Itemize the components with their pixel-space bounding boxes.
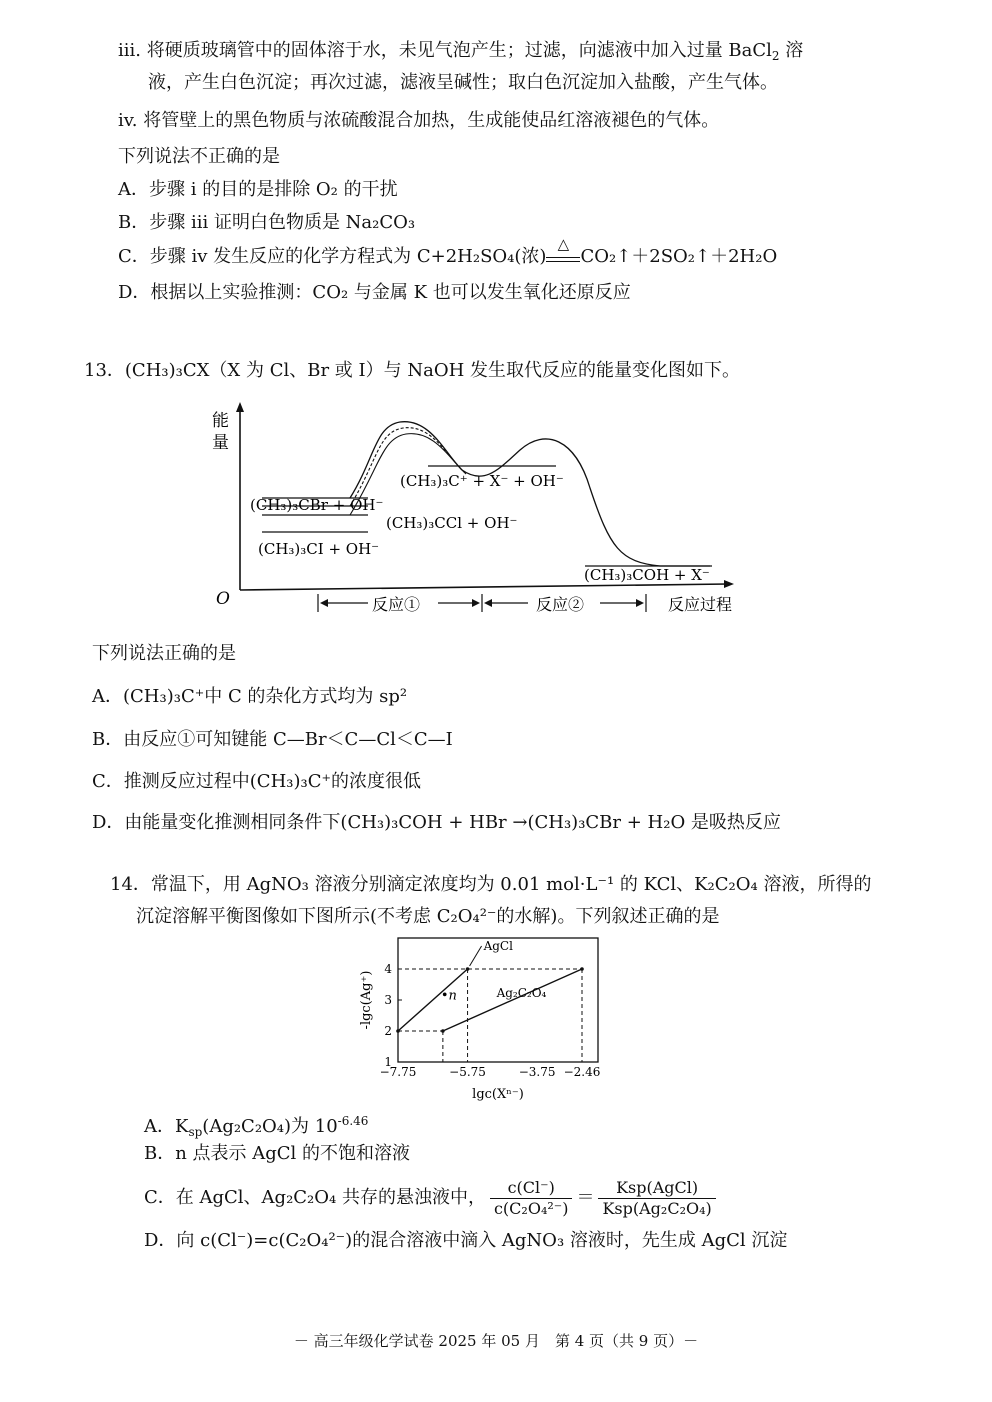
ksp-series-label-agcl: AgCl: [483, 939, 513, 953]
energy-x-arrow: [724, 580, 734, 588]
q14-option-a: A．$K_{sp}(Ag_2C_2O_4)$为 $10^{-6.46}$: [144, 1114, 369, 1139]
q12-step3-line1: iii. 将硬质玻璃管中的固体溶于水，未见气泡产生；过滤，向滤液中加入过量 BaCl$_2$ 溶: [118, 40, 804, 63]
energy-y-label-1: 能: [212, 411, 229, 431]
heat-symbol: △: [557, 235, 570, 253]
q14-option-b: B．n 点表示 AgCl 的不饱和溶液: [144, 1143, 411, 1164]
label-intermediate: (CH₃)₃C⁺ + X⁻ + OH⁻: [400, 472, 564, 490]
energy-y-arrow: [236, 402, 244, 412]
q14-option-c: C．在 AgCl、Ag₂C₂O₄ 共存的悬浊液中， $\frac{c(Cl^-)}{\text{c(C₂O₄²⁻)}}$ ＝ $\frac{\text{Ksp(AgCl)}}{\text{Ksp(Ag₂C₂O₄)}}$: [144, 1176, 720, 1220]
ksp-series-line: [440, 969, 582, 1031]
q13-stem: 13．(CH₃)₃CX（X 为 Cl、Br 或 I）与 NaOH 发生取代反应的能量变化图如下。: [84, 360, 740, 381]
q14-stem-line1: 14．常温下，用 AgNO₃ 溶液分别滴定浓度均为 0.01 mol·L⁻¹ 的 KCl、K₂C₂O₄ 溶液，所得的: [110, 874, 872, 895]
ksp-label-leader: [470, 946, 482, 966]
ksp-y-tick-label: 3: [384, 993, 392, 1007]
ksp-series-point: [580, 967, 584, 971]
ksp-x-tick-label: −2.46: [563, 1065, 601, 1079]
label-step2: 反应②: [536, 595, 585, 614]
label-reaction-progress: 反应过程: [668, 595, 733, 614]
ksp-y-label: -lgc(Ag⁺): [359, 970, 374, 1030]
q14-stem-line2: 沉淀溶解平衡图像如下图所示(不考虑 C₂O₄²⁻的水解)。下列叙述正确的是: [136, 906, 720, 927]
q14-option-d: D．向 c(Cl⁻)=c(C₂O₄²⁻)的混合溶液中滴入 AgNO₃ 溶液时，先生成 AgCl 沉淀: [144, 1230, 788, 1251]
q12-step3-line2: 液，产生白色沉淀；再次过滤，滤液呈碱性；取白色沉淀加入盐酸，产生气体。: [148, 72, 778, 93]
ksp-series-label-ag2c2o4: Ag₂C₂O₄: [496, 985, 547, 1000]
ksp-x-label: lgc(Xⁿ⁻): [472, 1087, 524, 1102]
ksp-x-tick-label: −5.75: [449, 1065, 486, 1079]
q13-option-b: B．由反应①可知键能 C—Br＜C—Cl＜C—I: [92, 729, 453, 750]
page-footer: － 高三年级化学试卷 2025 年 05 月 第 4 页（共 9 页）－: [293, 1332, 699, 1350]
fraction-concentration: $\frac{c(Cl^-)}{\text{c(C₂O₄²⁻)}}$: [490, 1178, 573, 1219]
ksp-y-tick-label: 4: [384, 962, 392, 976]
fraction-ksp: $\frac{\text{Ksp(AgCl)}}{\text{Ksp(Ag₂C₂O₄)}}$: [598, 1178, 715, 1219]
energy-x-axis: [240, 584, 728, 590]
q12-option-a: A．步骤 i 的目的是排除 O₂ 的干扰: [118, 179, 398, 200]
energy-diagram: [200, 398, 760, 620]
energy-y-label-2: 量: [212, 433, 229, 453]
ksp-point-n: •n: [440, 988, 457, 1004]
q13-option-a: A．(CH₃)₃C⁺中 C 的杂化方式均为 sp²: [92, 686, 408, 707]
ksp-series-line: [398, 969, 468, 1031]
q13-option-c: C．推测反应过程中(CH₃)₃C⁺的浓度很低: [92, 771, 421, 792]
ksp-chart: [350, 930, 620, 1102]
q13-option-d: D．由能量变化推测相同条件下(CH₃)₃COH + HBr →(CH₃)₃CBr + H₂O 是吸热反应: [92, 812, 781, 833]
ksp-x-tick-label: −3.75: [518, 1065, 556, 1079]
ksp-y-tick-label: 2: [384, 1024, 392, 1038]
q12-prompt: 下列说法不正确的是: [118, 146, 280, 167]
label-cl-reactant: (CH₃)₃CCl + OH⁻: [386, 514, 518, 532]
q12-option-d: D．根据以上实验推测：CO₂ 与金属 K 也可以发生氧化还原反应: [118, 282, 631, 303]
ksp-x-tick-label: −7.75: [379, 1065, 417, 1079]
q12-option-c: C．步骤 iv 发生反应的化学方程式为 C+2H₂SO₄(浓) △ CO₂↑＋2SO₂↑＋2H₂O: [118, 244, 777, 270]
q12-step4: iv. 将管壁上的黑色物质与浓硫酸混合加热，生成能使品红溶液褪色的气体。: [118, 110, 720, 131]
energy-origin: O: [216, 589, 230, 609]
ksp-y-tick-label: 1: [384, 1055, 392, 1069]
ksp-series-point: [441, 1029, 445, 1033]
label-i-reactant: (CH₃)₃CI + OH⁻: [258, 540, 380, 558]
label-br-reactant: (CH₃)₃CBr + OH⁻: [250, 496, 384, 514]
label-product: (CH₃)₃COH + X⁻: [584, 566, 710, 584]
ksp-plot-frame: [398, 938, 598, 1062]
q12-option-b: B．步骤 iii 证明白色物质是 Na₂CO₃: [118, 212, 416, 233]
q13-prompt: 下列说法正确的是: [92, 643, 236, 664]
label-step1: 反应①: [372, 595, 421, 614]
